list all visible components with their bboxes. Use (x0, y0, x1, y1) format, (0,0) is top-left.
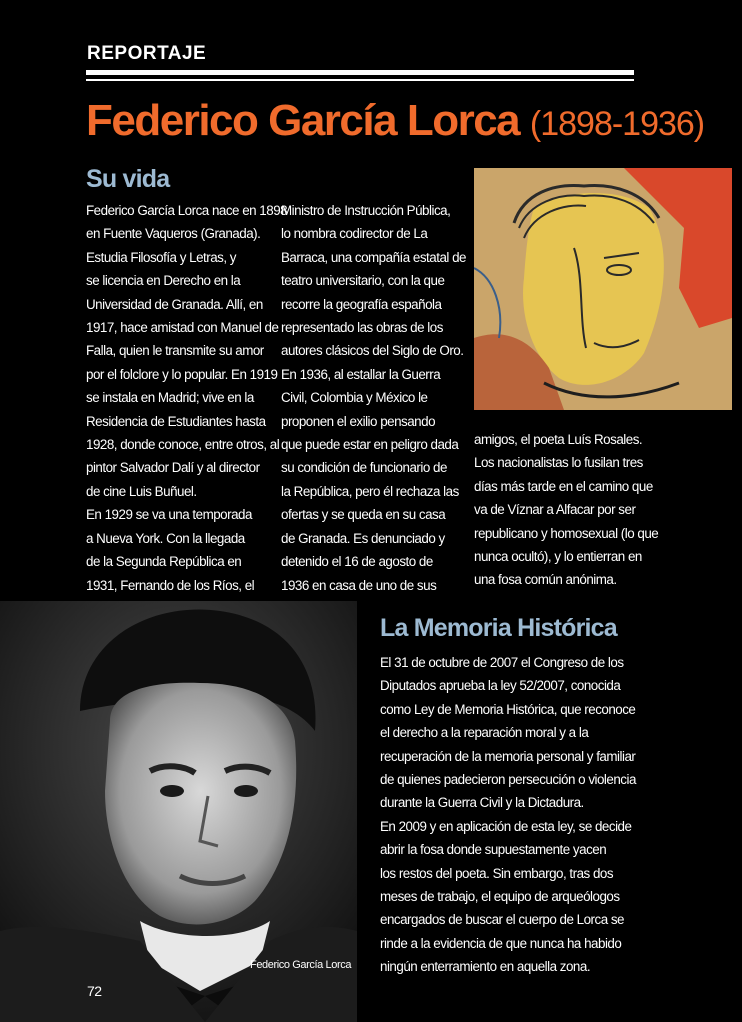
page-number: 72 (87, 983, 102, 999)
text-line: pintor Salvador Dalí y al director (86, 460, 260, 476)
text-line: días más tarde en el camino que (474, 478, 653, 494)
body-column-memoria (380, 651, 636, 979)
text-line: el derecho a la reparación moral y a la (380, 725, 589, 741)
text-line: proponen el exilio pensando (281, 413, 436, 429)
text-line: la República, pero él rechaza las (281, 483, 459, 499)
text-line: se instala en Madrid; vive en la (86, 390, 254, 406)
body-column-2 (281, 199, 466, 597)
text-line: recuperación de la memoria personal y familiar (380, 748, 636, 764)
text-line: amigos, el poeta Luís Rosales. (474, 432, 643, 447)
text-line: teatro universitario, con la que (281, 273, 445, 289)
body-column-3 (474, 428, 658, 592)
heading-memoria-historica: La Memoria Histórica (380, 614, 617, 642)
text-line: Civil, Colombia y México le (281, 390, 428, 406)
text-line: durante la Guerra Civil y la Dictadura. (380, 795, 584, 811)
text-line: Barraca, una compañía estatal de (281, 249, 466, 265)
text-line: de la Segunda República en (86, 554, 242, 570)
body-column-1 (86, 199, 287, 597)
text-line: Los nacionalistas lo fusilan tres (474, 455, 643, 471)
text-line: que puede estar en peligro dada (281, 437, 459, 453)
text-line: representado las obras de los (281, 320, 443, 336)
text-line: abrir la fosa donde supuestamente yacen (380, 842, 607, 858)
text-line: por el folclore y lo popular. En 1919 (86, 366, 278, 382)
heading-su-vida: Su vida (86, 165, 170, 193)
text-line: 1928, donde conoce, entre otros, al (86, 437, 280, 453)
section-label: REPORTAJE (87, 43, 207, 64)
text-line: lo nombra codirector de La (281, 226, 428, 242)
text-line: En 2009 y en aplicación de esta ley, se decide (380, 818, 632, 834)
painting-illustration (474, 168, 732, 410)
text-line: a Nueva York. Con la llegada (86, 530, 245, 546)
text-line: Diputados aprueba la ley 52/2007, conocida (380, 678, 621, 694)
text-line: Federico García Lorca nace en 1898 (86, 203, 288, 218)
text-line: en Fuente Vaqueros (Granada). (86, 226, 261, 242)
text-line: 1931, Fernando de los Ríos, el (86, 577, 255, 593)
text-line: su condición de funcionario de (281, 460, 447, 476)
text-line: Estudia Filosofía y Letras, y (86, 249, 236, 265)
text-line: detenido el 16 de agosto de (281, 554, 433, 570)
text-line: 1936 en casa de uno de sus (281, 577, 437, 593)
text-line: de Granada. Es denunciado y (281, 530, 445, 546)
title-name: Federico García Lorca (86, 96, 520, 145)
text-line: se licencia en Derecho en la (86, 273, 241, 289)
text-line: rinde a la evidencia de que nunca ha habido (380, 935, 622, 951)
text-line: El 31 de octubre de 2007 el Congreso de los (380, 655, 624, 670)
article-title (86, 96, 704, 146)
text-line: Residencia de Estudiantes hasta (86, 413, 266, 429)
text-line: republicano y homosexual (lo que (474, 525, 659, 541)
text-line: encargados de buscar el cuerpo de Lorca se (380, 912, 625, 928)
text-line: va de Víznar a Alfacar por ser (474, 502, 636, 518)
text-line: los restos del poeta. Sin embargo, tras dos (380, 865, 614, 881)
text-line: ningún enterramiento en aquella zona. (380, 959, 591, 975)
text-line: Falla, quien le transmite su amor (86, 343, 264, 359)
text-line: recorre la geografía española (281, 296, 442, 312)
header-rule-thin (86, 79, 634, 81)
text-line: Universidad de Granada. Allí, en (86, 296, 263, 312)
header-rule-thick (86, 70, 634, 75)
text-line: una fosa común anónima. (474, 572, 617, 588)
text-line: nunca ocultó), y lo entierran en (474, 549, 642, 565)
text-line: ofertas y se queda en su casa (281, 507, 446, 523)
text-line: 1917, hace amistad con Manuel de (86, 320, 279, 336)
text-line: Ministro de Instrucción Pública, (281, 203, 451, 218)
text-line: de quienes padecieron persecución o violencia (380, 772, 636, 788)
text-line: meses de trabajo, el equipo de arqueólogos (380, 889, 620, 905)
text-line: de cine Luis Buñuel. (86, 483, 197, 499)
text-line: En 1929 se va una temporada (86, 507, 252, 523)
photo-caption: Federico García Lorca (250, 959, 352, 971)
title-years: (1898-1936) (529, 105, 705, 143)
text-line: como Ley de Memoria Histórica, que reconoce (380, 701, 636, 717)
text-line: autores clásicos del Siglo de Oro. (281, 343, 464, 359)
text-line: En 1936, al estallar la Guerra (281, 366, 441, 382)
